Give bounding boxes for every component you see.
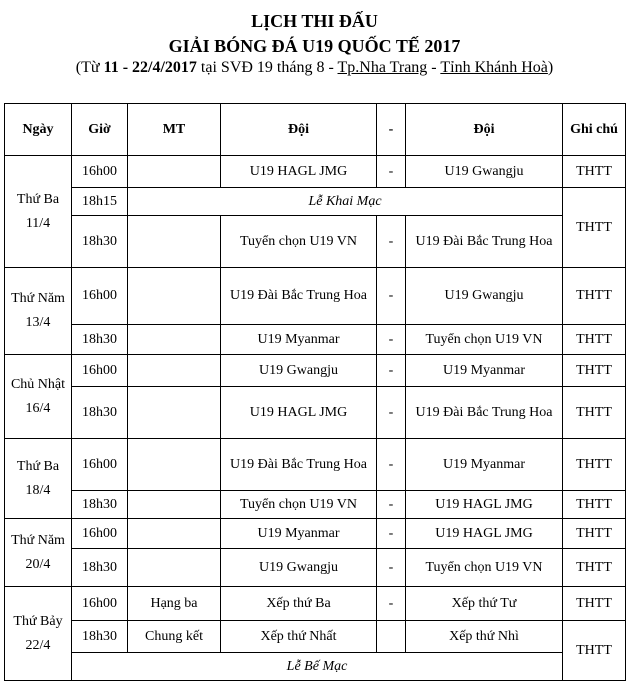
team2-cell: U19 HAGL JMG bbox=[406, 519, 563, 549]
note-cell: THTT bbox=[563, 519, 626, 549]
mt-cell: Chung kết bbox=[128, 621, 221, 653]
note-cell: THTT bbox=[563, 387, 626, 439]
note-cell: THTT bbox=[563, 587, 626, 621]
team2-cell: Xếp thứ Tư bbox=[406, 587, 563, 621]
tournament-subtitle bbox=[0, 58, 629, 78]
note-cell: THTT bbox=[563, 621, 626, 681]
team2-cell: U19 Gwangju bbox=[406, 156, 563, 188]
mt-cell bbox=[128, 439, 221, 491]
team1-cell: Xếp thứ Nhất bbox=[221, 621, 377, 653]
time-cell: 18h30 bbox=[72, 325, 128, 355]
note-cell: THTT bbox=[563, 325, 626, 355]
note-cell: THTT bbox=[563, 491, 626, 519]
subtitle-dash: - bbox=[427, 59, 441, 76]
team2-cell: Tuyển chọn U19 VN bbox=[406, 549, 563, 587]
time-cell: 16h00 bbox=[72, 156, 128, 188]
subtitle-open: (Từ bbox=[75, 59, 104, 76]
col-header-mt: MT bbox=[128, 104, 221, 156]
sep-cell: - bbox=[377, 355, 406, 387]
day-cell: Thứ Ba 11/4 bbox=[5, 156, 72, 268]
team1-cell: Tuyển chọn U19 VN bbox=[221, 491, 377, 519]
event-cell: Lễ Bế Mạc bbox=[72, 653, 563, 681]
note-cell: THTT bbox=[563, 188, 626, 268]
time-cell: 16h00 bbox=[72, 355, 128, 387]
mt-cell bbox=[128, 216, 221, 268]
col-header-day: Ngày bbox=[5, 104, 72, 156]
table-row bbox=[5, 519, 626, 549]
sep-cell: - bbox=[377, 439, 406, 491]
team2-cell: Tuyển chọn U19 VN bbox=[406, 325, 563, 355]
sep-cell: - bbox=[377, 519, 406, 549]
table-row bbox=[5, 653, 626, 681]
schedule-title: LỊCH THI ĐẤU bbox=[251, 11, 378, 31]
team1-cell: U19 Gwangju bbox=[221, 549, 377, 587]
subtitle-province: Tỉnh Khánh Hoà bbox=[440, 59, 548, 76]
sep-cell: - bbox=[377, 587, 406, 621]
sep-cell: - bbox=[377, 216, 406, 268]
time-cell: 16h00 bbox=[72, 587, 128, 621]
table-row bbox=[5, 621, 626, 653]
mt-cell bbox=[128, 325, 221, 355]
sep-cell bbox=[377, 621, 406, 653]
day-cell: Thứ Năm 20/4 bbox=[5, 519, 72, 587]
sep-cell: - bbox=[377, 156, 406, 188]
col-header-note: Ghi chú bbox=[563, 104, 626, 156]
col-header-time: Giờ bbox=[72, 104, 128, 156]
col-header-team2: Đội bbox=[406, 104, 563, 156]
mt-cell bbox=[128, 549, 221, 587]
day-cell: Chủ Nhật 16/4 bbox=[5, 355, 72, 439]
table-row bbox=[5, 491, 626, 519]
table-row bbox=[5, 216, 626, 268]
team1-cell: Xếp thứ Ba bbox=[221, 587, 377, 621]
subtitle-close: ) bbox=[547, 59, 554, 76]
team1-cell: U19 Đài Bắc Trung Hoa bbox=[221, 268, 377, 325]
day-cell: Thứ Ba 18/4 bbox=[5, 439, 72, 519]
mt-cell bbox=[128, 491, 221, 519]
mt-cell bbox=[128, 355, 221, 387]
team1-cell: U19 Myanmar bbox=[221, 519, 377, 549]
time-cell: 18h30 bbox=[72, 621, 128, 653]
team2-cell: U19 Gwangju bbox=[406, 268, 563, 325]
table-row bbox=[5, 549, 626, 587]
team1-cell: U19 Myanmar bbox=[221, 325, 377, 355]
team2-cell: U19 Myanmar bbox=[406, 439, 563, 491]
tournament-title: GIẢI BÓNG ĐÁ U19 QUỐC TẾ 2017 bbox=[168, 36, 461, 56]
table-row bbox=[5, 355, 626, 387]
table-row bbox=[5, 156, 626, 188]
day-cell: Thứ Năm 13/4 bbox=[5, 268, 72, 355]
time-cell: 16h00 bbox=[72, 268, 128, 325]
team2-cell: U19 Đài Bắc Trung Hoa bbox=[406, 216, 563, 268]
note-cell: THTT bbox=[563, 156, 626, 188]
col-header-sep: - bbox=[377, 104, 406, 156]
team1-cell: U19 HAGL JMG bbox=[221, 387, 377, 439]
time-cell: 18h30 bbox=[72, 491, 128, 519]
table-row bbox=[5, 439, 626, 491]
sep-cell: - bbox=[377, 549, 406, 587]
time-cell: 18h15 bbox=[72, 188, 128, 216]
team2-cell: Xếp thứ Nhì bbox=[406, 621, 563, 653]
team1-cell: U19 Đài Bắc Trung Hoa bbox=[221, 439, 377, 491]
mt-cell bbox=[128, 387, 221, 439]
mt-cell bbox=[128, 268, 221, 325]
subtitle-dates: 11 - 22/4/2017 bbox=[103, 59, 197, 76]
mt-cell bbox=[128, 156, 221, 188]
note-cell: THTT bbox=[563, 355, 626, 387]
table-row bbox=[5, 268, 626, 325]
time-cell: 18h30 bbox=[72, 549, 128, 587]
col-header-team1: Đội bbox=[221, 104, 377, 156]
day-cell: Thứ Bảy 22/4 bbox=[5, 587, 72, 681]
table-row bbox=[5, 587, 626, 621]
header-row bbox=[5, 104, 626, 156]
team1-cell: U19 HAGL JMG bbox=[221, 156, 377, 188]
team1-cell: U19 Gwangju bbox=[221, 355, 377, 387]
event-cell: Lễ Khai Mạc bbox=[128, 188, 563, 216]
time-cell: 16h00 bbox=[72, 519, 128, 549]
time-cell: 18h30 bbox=[72, 216, 128, 268]
note-cell: THTT bbox=[563, 268, 626, 325]
table-row bbox=[5, 387, 626, 439]
schedule-table bbox=[4, 103, 626, 681]
subtitle-city: Tp.Nha Trang bbox=[337, 59, 428, 76]
time-cell: 18h30 bbox=[72, 387, 128, 439]
sep-cell: - bbox=[377, 387, 406, 439]
table-row bbox=[5, 325, 626, 355]
subtitle-venue: tại SVĐ 19 tháng 8 - bbox=[196, 59, 338, 76]
mt-cell bbox=[128, 519, 221, 549]
sep-cell: - bbox=[377, 491, 406, 519]
sep-cell: - bbox=[377, 325, 406, 355]
team1-cell: Tuyển chọn U19 VN bbox=[221, 216, 377, 268]
team2-cell: U19 Đài Bắc Trung Hoa bbox=[406, 387, 563, 439]
note-cell: THTT bbox=[563, 439, 626, 491]
table-row bbox=[5, 188, 626, 216]
time-cell: 16h00 bbox=[72, 439, 128, 491]
sep-cell: - bbox=[377, 268, 406, 325]
note-cell: THTT bbox=[563, 549, 626, 587]
team2-cell: U19 Myanmar bbox=[406, 355, 563, 387]
team2-cell: U19 HAGL JMG bbox=[406, 491, 563, 519]
mt-cell: Hạng ba bbox=[128, 587, 221, 621]
